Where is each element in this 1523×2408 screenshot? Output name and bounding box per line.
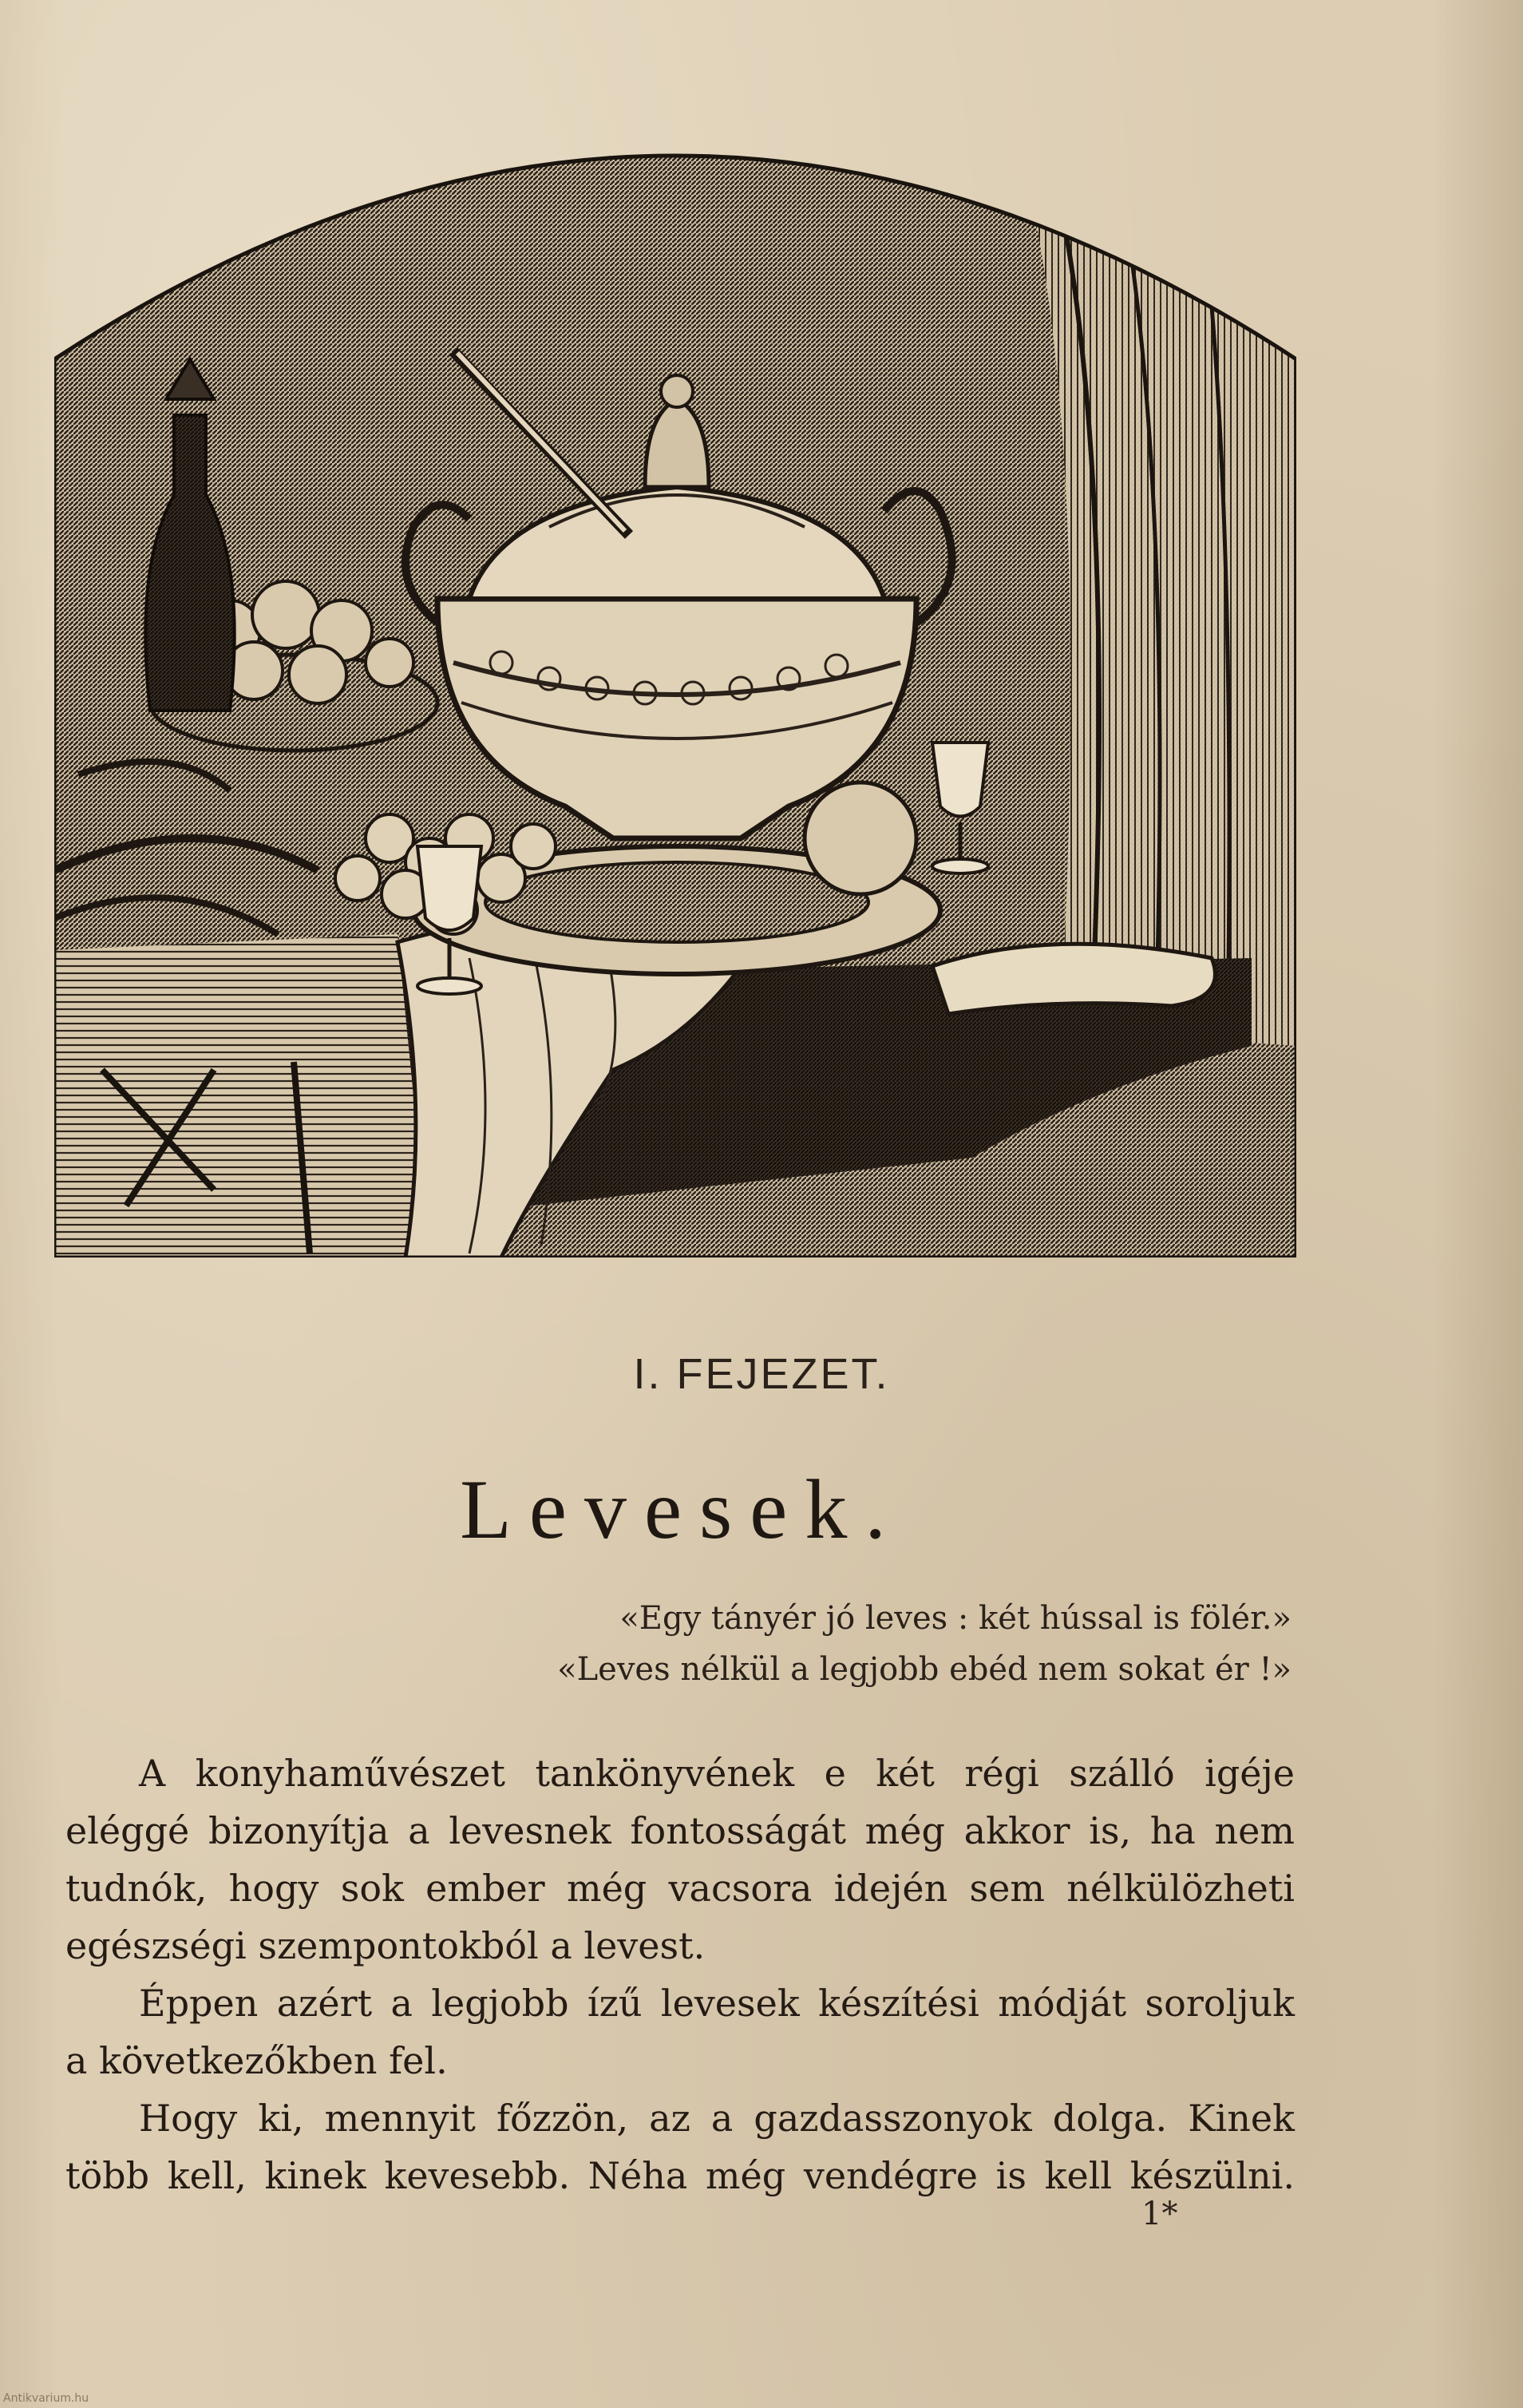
- paragraph-line: Hogy ki, mennyit főzzön, az a gazdasszonyok dolga. Kinek: [139, 2097, 1295, 2140]
- chapter-label: I. FEJEZET.: [633, 1350, 890, 1398]
- watermark: Antikvarium.hu: [3, 2392, 89, 2405]
- paragraph-line: tudnók, hogy sok ember még vacsora idején sem nélkülözheti: [65, 1867, 1295, 1910]
- paragraph-line: a következőkben fel.: [65, 2039, 448, 2082]
- paragraph-line: egészségi szempontokból a levest.: [65, 1924, 706, 1967]
- paragraph-line: eléggé bizonyítja a levesnek fontosságát még akkor is, ha nem: [65, 1809, 1295, 1852]
- chapter-title: Levesek.: [460, 1463, 904, 1556]
- epigraph-line: «Leves nélkül a legjobb ebéd nem sokat ér !»: [557, 1651, 1292, 1688]
- paragraph-line: több kell, kinek kevesebb. Néha még vendégre is kell készülni.: [65, 2154, 1295, 2197]
- epigraph-line: «Egy tányér jó leves : két hússal is fölér.»: [619, 1600, 1292, 1637]
- epigraph: [557, 1593, 1292, 1695]
- still-life-engraving: [54, 152, 1296, 1257]
- body-text: [65, 1745, 1295, 2204]
- paragraph-line: Éppen azért a legjobb ízű levesek készítési módját soroljuk: [139, 1982, 1295, 2025]
- paragraph-line: A konyhaművészet tankönyvének e két régi szálló igéje: [139, 1752, 1295, 1795]
- page-number: 1*: [1141, 2196, 1178, 2232]
